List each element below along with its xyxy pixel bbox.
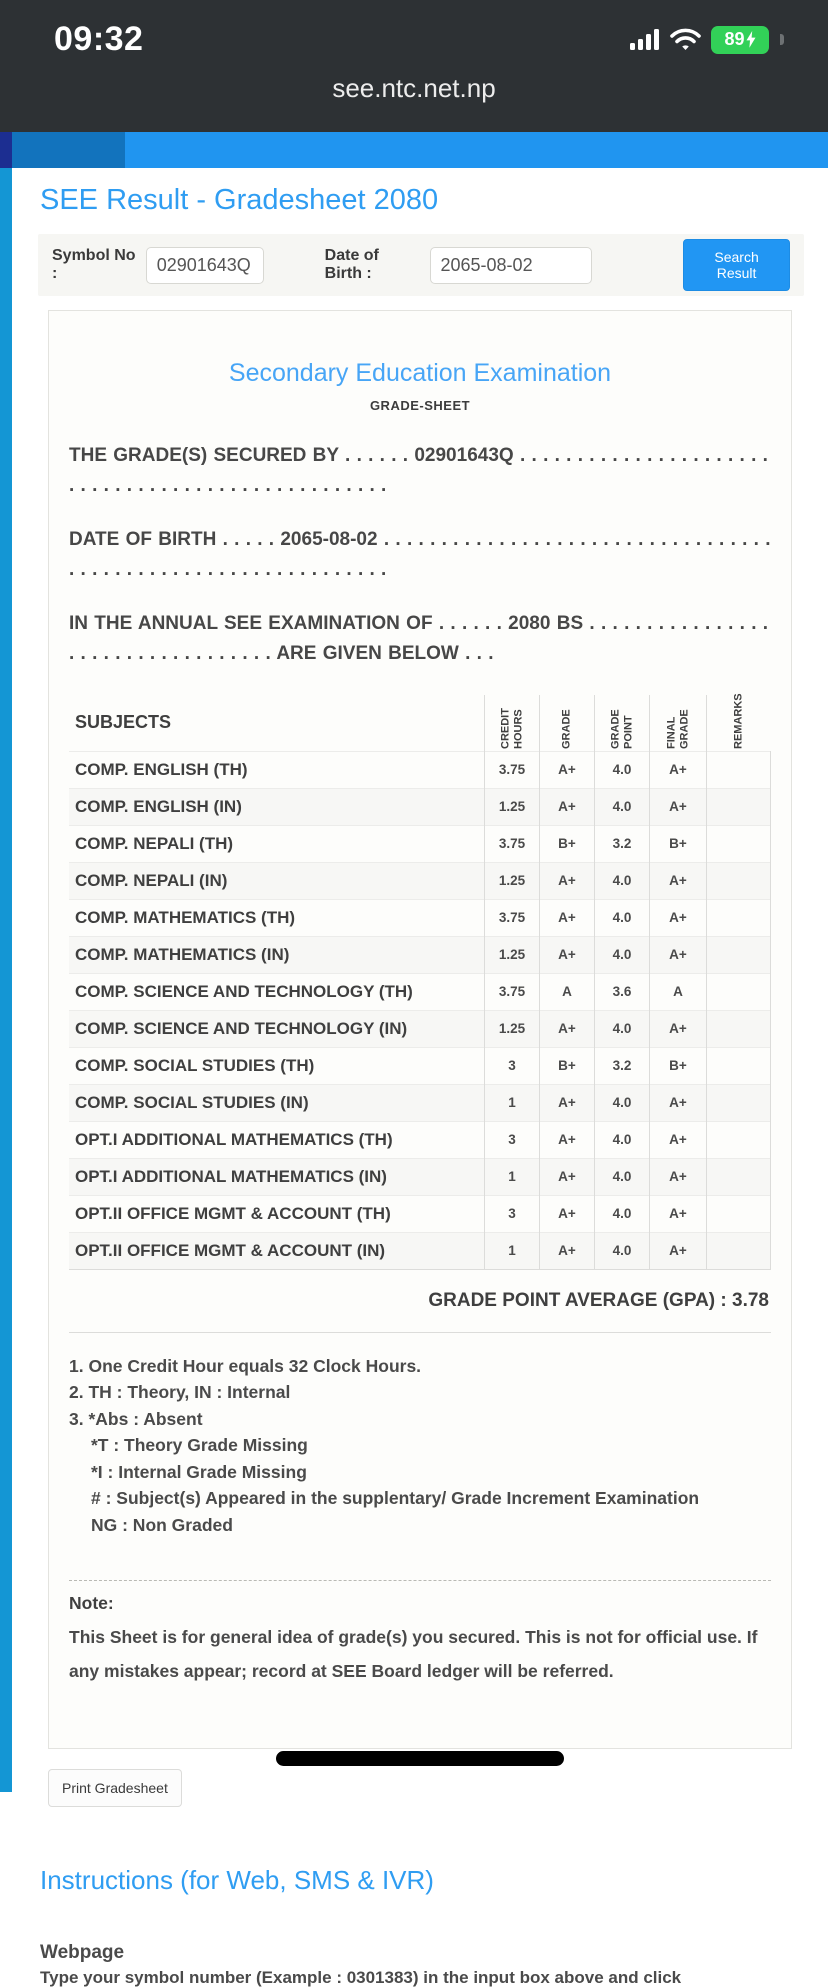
grade-cell: A bbox=[540, 973, 595, 1010]
search-form bbox=[38, 234, 804, 296]
grade-cell: A+ bbox=[540, 936, 595, 973]
symbol-no-label: Symbol No : bbox=[52, 247, 136, 282]
grade-cell: A+ bbox=[540, 1232, 595, 1269]
table-row bbox=[69, 1158, 771, 1195]
exam-title: Secondary Education Examination bbox=[228, 359, 612, 387]
charging-bolt-icon bbox=[746, 31, 756, 48]
credit-hours-cell: 1.25 bbox=[485, 862, 540, 899]
final-grade-cell: A+ bbox=[650, 751, 707, 788]
grade-point-cell: 4.0 bbox=[595, 936, 650, 973]
grade-point-cell: 4.0 bbox=[595, 1010, 650, 1047]
final-grade-cell: B+ bbox=[650, 825, 707, 862]
grade-point-cell: 4.0 bbox=[595, 1195, 650, 1232]
remarks-cell bbox=[707, 899, 771, 936]
credit-hours-cell: 3.75 bbox=[485, 751, 540, 788]
grade-cell: A+ bbox=[540, 788, 595, 825]
credit-hours-cell: 1 bbox=[485, 1158, 540, 1195]
remarks-cell bbox=[707, 1195, 771, 1232]
credit-hours-cell: 3 bbox=[485, 1121, 540, 1158]
credit-hours-cell: 3 bbox=[485, 1047, 540, 1084]
table-header-row bbox=[69, 695, 771, 751]
dob-input[interactable] bbox=[430, 247, 592, 284]
credit-hours-cell: 3 bbox=[485, 1195, 540, 1232]
page-title: SEE Result - Gradesheet 2080 bbox=[40, 184, 439, 216]
credit-hours-cell: 1.25 bbox=[485, 788, 540, 825]
final-grade-cell: A+ bbox=[650, 1121, 707, 1158]
dashed-divider bbox=[69, 1580, 771, 1581]
remarks-cell bbox=[707, 1047, 771, 1084]
legend-note-line: 1. One Credit Hour equals 32 Clock Hours. bbox=[69, 1355, 422, 1376]
final-grade-cell: A+ bbox=[650, 936, 707, 973]
grades-table bbox=[69, 695, 771, 1269]
grade-point-cell: 4.0 bbox=[595, 899, 650, 936]
subject-cell: OPT.I ADDITIONAL MATHEMATICS (IN) bbox=[69, 1158, 485, 1195]
credit-hours-cell: 3.75 bbox=[485, 825, 540, 862]
site-navbar bbox=[0, 132, 828, 168]
gradesheet-card bbox=[48, 310, 792, 1749]
grade-point-cell: 4.0 bbox=[595, 1158, 650, 1195]
grade-point-cell: 4.0 bbox=[595, 1121, 650, 1158]
note-body: This Sheet is for general idea of grade(s) you secured. This is not for official use. If any mistakes appear; record at SEE Board ledger will be referred. bbox=[69, 1627, 758, 1681]
legend-note-line: 3. *Abs : Absent bbox=[69, 1408, 203, 1429]
ios-status-bar bbox=[0, 0, 828, 132]
search-result-button[interactable]: Search Result bbox=[683, 239, 790, 291]
secured-by-line: THE GRADE(S) SECURED BY . . . . . . 02901643Q . . . . . . . . . . . . . . . . . . . . . . . . . . . . . . . . . . . . . . . . . . . . . . . . . . bbox=[69, 445, 768, 496]
gradesheet-subtitle: GRADE-SHEET bbox=[369, 398, 471, 413]
note-title: Note: bbox=[69, 1593, 114, 1613]
subject-cell: COMP. ENGLISH (IN) bbox=[69, 788, 485, 825]
print-gradesheet-button[interactable]: Print Gradesheet bbox=[48, 1769, 182, 1807]
final-grade-cell: A+ bbox=[650, 1195, 707, 1232]
grade-point-cell: 4.0 bbox=[595, 751, 650, 788]
legend-note-line: *T : Theory Grade Missing bbox=[91, 1435, 308, 1455]
rotated-column-header: REMARKS bbox=[707, 695, 771, 751]
final-grade-cell: B+ bbox=[650, 1047, 707, 1084]
grade-point-cell: 4.0 bbox=[595, 788, 650, 825]
table-row bbox=[69, 788, 771, 825]
clock: 09:32 bbox=[54, 20, 144, 58]
table-row bbox=[69, 862, 771, 899]
left-accent-strip bbox=[0, 168, 12, 1792]
grade-point-cell: 3.6 bbox=[595, 973, 650, 1010]
subject-cell: COMP. SOCIAL STUDIES (TH) bbox=[69, 1047, 485, 1084]
final-grade-cell: A+ bbox=[650, 1084, 707, 1121]
final-grade-cell: A bbox=[650, 973, 707, 1010]
table-body bbox=[69, 751, 771, 1269]
footer-partial-text: Type your symbol number (Example : 0301383) in the input box above and click bbox=[40, 1968, 682, 1987]
grade-point-cell: 3.2 bbox=[595, 825, 650, 862]
remarks-cell bbox=[707, 1232, 771, 1269]
instructions-heading: Instructions (for Web, SMS & IVR) bbox=[40, 1865, 434, 1895]
table-row bbox=[69, 1195, 771, 1232]
subject-cell: COMP. MATHEMATICS (TH) bbox=[69, 899, 485, 936]
symbol-no-input[interactable] bbox=[146, 247, 264, 284]
rotated-column-header: FINAL GRADE bbox=[650, 695, 707, 751]
remarks-cell bbox=[707, 1010, 771, 1047]
remarks-cell bbox=[707, 1158, 771, 1195]
legend-note-line: # : Subject(s) Appeared in the supplentary/ Grade Increment Examination bbox=[91, 1488, 700, 1508]
table-row bbox=[69, 1047, 771, 1084]
webpage-label: Webpage bbox=[40, 1942, 125, 1963]
final-grade-cell: A+ bbox=[650, 1010, 707, 1047]
exam-year-line: IN THE ANNUAL SEE EXAMINATION OF . . . . . . 2080 BS . . . . . . . . . . . . . . . . . . . . . . . . . . . . . . . . . . ARE GIVEN BELOW . . . bbox=[69, 613, 769, 664]
remarks-cell bbox=[707, 973, 771, 1010]
subject-cell: COMP. ENGLISH (TH) bbox=[69, 751, 485, 788]
rotated-column-header: GRADE bbox=[540, 695, 595, 751]
remarks-cell bbox=[707, 1084, 771, 1121]
remarks-cell bbox=[707, 788, 771, 825]
url-bar[interactable]: see.ntc.net.np bbox=[332, 73, 496, 103]
rotated-column-header: GRADE POINT bbox=[595, 695, 650, 751]
final-grade-cell: A+ bbox=[650, 899, 707, 936]
grade-cell: A+ bbox=[540, 1010, 595, 1047]
subject-cell: COMP. SCIENCE AND TECHNOLOGY (IN) bbox=[69, 1010, 485, 1047]
subject-cell: COMP. NEPALI (IN) bbox=[69, 862, 485, 899]
subject-cell: OPT.II OFFICE MGMT & ACCOUNT (IN) bbox=[69, 1232, 485, 1269]
final-grade-cell: A+ bbox=[650, 788, 707, 825]
grade-cell: B+ bbox=[540, 825, 595, 862]
battery-cap bbox=[780, 34, 784, 45]
page-content bbox=[12, 168, 828, 1987]
table-row bbox=[69, 936, 771, 973]
grade-cell: A+ bbox=[540, 899, 595, 936]
dob-label: Date of Birth : bbox=[324, 247, 379, 282]
legend-note-line: NG : Non Graded bbox=[91, 1514, 233, 1535]
grade-cell: B+ bbox=[540, 1047, 595, 1084]
subject-cell: COMP. SOCIAL STUDIES (IN) bbox=[69, 1084, 485, 1121]
table-row bbox=[69, 825, 771, 862]
grade-cell: A+ bbox=[540, 1158, 595, 1195]
table-row bbox=[69, 1232, 771, 1269]
remarks-cell bbox=[707, 751, 771, 788]
subject-cell: COMP. MATHEMATICS (IN) bbox=[69, 936, 485, 973]
battery-percent: 89 bbox=[724, 29, 745, 49]
cellular-signal-icon bbox=[630, 29, 660, 51]
table-row bbox=[69, 1010, 771, 1047]
remarks-cell bbox=[707, 862, 771, 899]
subject-cell: COMP. NEPALI (TH) bbox=[69, 825, 485, 862]
battery-icon bbox=[711, 26, 769, 54]
credit-hours-cell: 1 bbox=[485, 1084, 540, 1121]
dob-line: DATE OF BIRTH . . . . . 2065-08-02 . . . . . . . . . . . . . . . . . . . . . . . . . . . . . . . . . . . . . . . . . . . . . . . . . . . . . . . . . . . . . . bbox=[69, 529, 771, 580]
final-grade-cell: A+ bbox=[650, 1158, 707, 1195]
grade-point-cell: 4.0 bbox=[595, 862, 650, 899]
grade-point-cell: 4.0 bbox=[595, 1232, 650, 1269]
legend-notes bbox=[69, 1353, 771, 1539]
grade-cell: A+ bbox=[540, 1195, 595, 1232]
home-indicator[interactable] bbox=[276, 1751, 564, 1766]
navbar-bright-segment bbox=[125, 132, 828, 168]
remarks-cell bbox=[707, 825, 771, 862]
grade-cell: A+ bbox=[540, 862, 595, 899]
credit-hours-cell: 1.25 bbox=[485, 1010, 540, 1047]
grade-cell: A+ bbox=[540, 1121, 595, 1158]
credit-hours-cell: 1 bbox=[485, 1232, 540, 1269]
navbar-medium-segment bbox=[12, 132, 125, 168]
credit-hours-cell: 1.25 bbox=[485, 936, 540, 973]
grade-point-cell: 4.0 bbox=[595, 1084, 650, 1121]
table-row bbox=[69, 973, 771, 1010]
rotated-column-header: CREDIT HOURS bbox=[485, 695, 540, 751]
table-row bbox=[69, 899, 771, 936]
subject-cell: COMP. SCIENCE AND TECHNOLOGY (TH) bbox=[69, 973, 485, 1010]
wifi-icon bbox=[670, 29, 701, 51]
final-grade-cell: A+ bbox=[650, 1232, 707, 1269]
subject-cell: OPT.II OFFICE MGMT & ACCOUNT (TH) bbox=[69, 1195, 485, 1232]
table-row bbox=[69, 751, 771, 788]
remarks-cell bbox=[707, 936, 771, 973]
table-row bbox=[69, 1084, 771, 1121]
subject-cell: OPT.I ADDITIONAL MATHEMATICS (TH) bbox=[69, 1121, 485, 1158]
grade-point-cell: 3.2 bbox=[595, 1047, 650, 1084]
grade-cell: A+ bbox=[540, 1084, 595, 1121]
subjects-header: SUBJECTS bbox=[69, 695, 485, 751]
final-grade-cell: A+ bbox=[650, 862, 707, 899]
legend-note-line: 2. TH : Theory, IN : Internal bbox=[69, 1382, 291, 1402]
table-row bbox=[69, 1121, 771, 1158]
gpa-line: GRADE POINT AVERAGE (GPA) : 3.78 bbox=[69, 1269, 771, 1333]
legend-note-line: *I : Internal Grade Missing bbox=[91, 1461, 307, 1482]
remarks-cell bbox=[707, 1121, 771, 1158]
navbar-navy-segment bbox=[0, 132, 12, 168]
credit-hours-cell: 3.75 bbox=[485, 899, 540, 936]
credit-hours-cell: 3.75 bbox=[485, 973, 540, 1010]
grade-cell: A+ bbox=[540, 751, 595, 788]
